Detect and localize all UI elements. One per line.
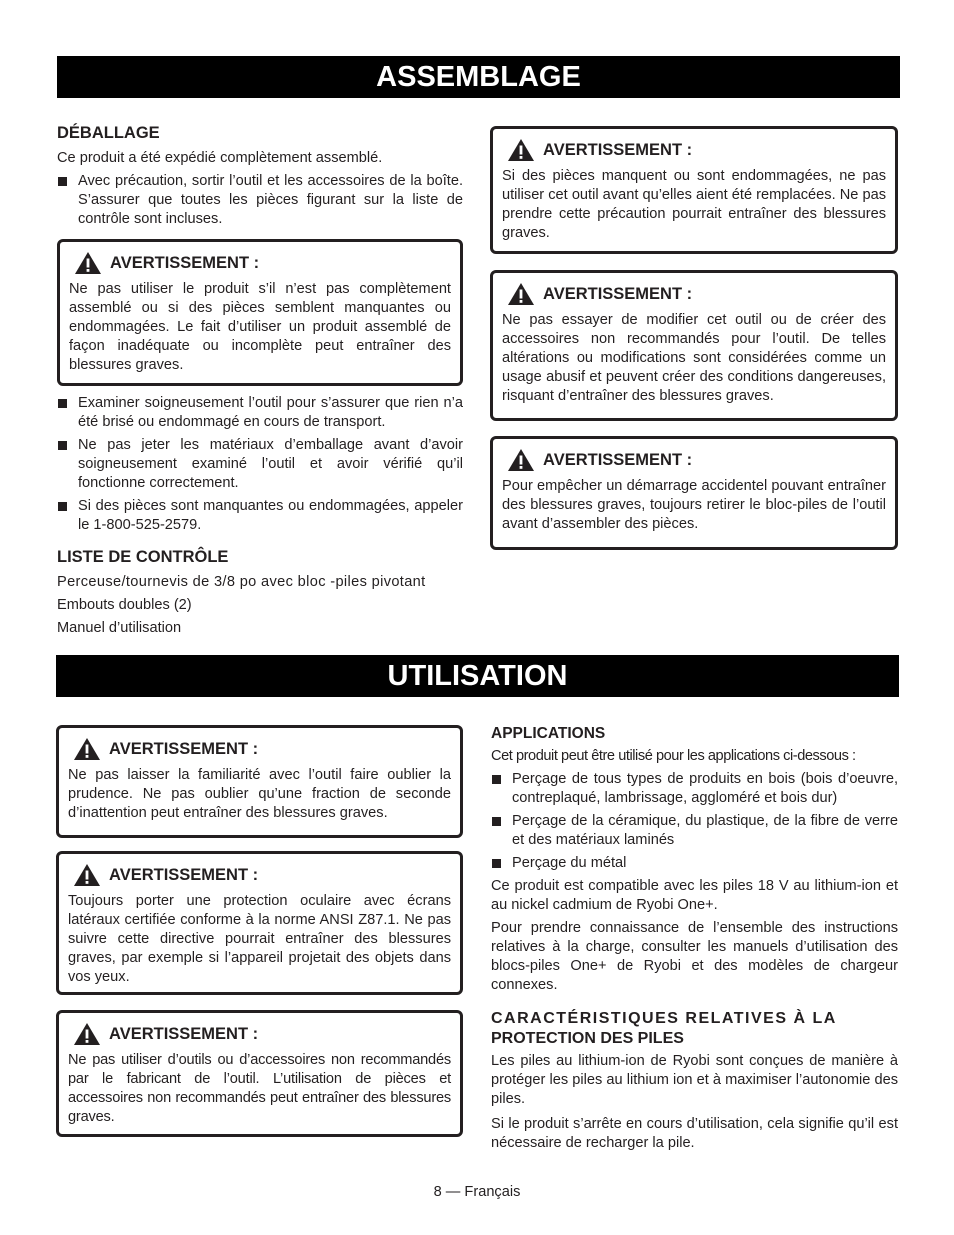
deballage-heading: DÉBALLAGE [57,124,160,142]
warning-title: AVERTISSEMENT : [543,450,693,469]
protection-heading-line-1: CARACTÉRISTIQUES RELATIVES À LA [491,1010,837,1027]
warning-title: AVERTISSEMENT : [543,284,693,303]
liste-section [57,547,467,640]
warning-box-5 [56,725,463,838]
list-item: Si des pièces sont manquantes ou endommagées, appeler le 1-800-525-2579. [57,497,463,535]
warning-text: Si des pièces manquent ou sont endommagées, ne pas utiliser cet outil avant qu’elles aient été remplacées. Ne pas prendre cette précaution pourrait entraîner des blessures graves. [502,168,886,241]
protection-para-1: Les piles au lithium-ion de Ryobi sont conçues de manière à protéger les piles au lithium ion et à maximiser l’autonomie des piles. [491,1053,898,1107]
warning-text: Ne pas essayer de modifier cet outil ou de créer des accessoires non recommandés pour l’outil. De telles altérations ou modifications sont considérées comme un usage abusif et peuvent créer des conditions dangereuses, risquant d’entraîner des blessures graves. [502,312,886,404]
deballage-section [57,123,463,229]
list-item: Manuel d’utilisation [57,620,182,636]
bullet-square-icon [492,817,501,826]
deballage-intro: Ce produit a été expédié complètement assemblé. [57,150,383,166]
applications-para-2: Pour prendre connaissance de l’ensemble des instructions relatives à la charge, consulter les manuels d’utilisation des blocs-piles One+ de Ryobi et des modèles de chargeur connexes. [491,920,898,993]
warning-text: Toujours porter une protection oculaire avec écrans latéraux certifiée conforme à la norme ANSI Z87.1. Ne pas suivre cette directive pourrait entraîner des blessures graves, par exemple si l’appareil projetait des objets dans vos yeux. [68,893,451,985]
warning-box-4 [490,436,898,550]
protection-section [491,1009,898,1153]
warning-triangle-icon [507,282,535,306]
list-item: Avec précaution, sortir l’outil et les accessoires de la boîte. S’assurer que toutes les pièces figurant sur la liste de contrôle sont incluses. [57,172,463,229]
protection-para-2: Si le produit s’arrête en cours d’utilisation, cela signifie qu’il est nécessaire de recharger la pile. [491,1116,898,1151]
warning-box-2 [490,126,898,254]
warning-triangle-icon [73,863,101,887]
deballage-bullets-2 [57,394,463,535]
warning-text: Ne pas utiliser le produit s’il n’est pas complètement assemblé ou si des pièces semblent manquantes ou endommagées. Le fait d’utiliser un produit assemblé de façon inadéquate ou incomplète peut entraîner des blessures graves. [69,281,451,373]
list-item: Examiner soigneusement l’outil pour s’assurer que rien n’a été brisé ou endommagé en cours de transport. [57,394,463,432]
applications-section [491,724,898,995]
list-item: Embouts doubles (2) [57,597,192,613]
bullet-square-icon [58,399,67,408]
warning-text: Pour empêcher un démarrage accidentel pouvant entraîner des blessures graves, toujours retirer le bloc-piles de l’outil avant d’assembler des pièces. [502,478,886,532]
bullet-square-icon [492,859,501,868]
applications-intro: Cet produit peut être utilisé pour les applications ci-dessous : [491,748,856,764]
warning-title: AVERTISSEMENT : [109,1024,259,1043]
warning-title: AVERTISSEMENT : [109,739,259,758]
bullet-square-icon [58,502,67,511]
liste-heading: LISTE DE CONTRÔLE [57,548,229,566]
warning-box-3 [490,270,898,421]
section-banner-utilisation: UTILISATION [56,655,899,697]
bullet-square-icon [58,441,67,450]
applications-para-1: Ce produit est compatible avec les piles 18 V au lithium-ion et au nickel cadmium de Ryobi One+. [491,878,898,913]
warning-title: AVERTISSEMENT : [543,140,693,159]
list-item: Perçage du métal [491,854,898,873]
list-item: Perçage de la céramique, du plastique, de la fibre de verre et des matériaux laminés [491,812,898,850]
warning-text: Ne pas utiliser d’outils ou d’accessoires non recommandés par le fabricant de l’outil. L’utilisation de pièces et accessoires non recommandés peut entraîner des blessures graves. [68,1052,451,1125]
warning-triangle-icon [74,251,102,275]
bullet-square-icon [58,177,67,186]
warning-triangle-icon [507,448,535,472]
warning-title: AVERTISSEMENT : [109,865,259,884]
warning-triangle-icon [73,1022,101,1046]
warning-box-1 [57,239,463,386]
applications-heading: APPLICATIONS [491,725,606,742]
protection-heading-line-2: PROTECTION DES PILES [491,1030,684,1047]
page-footer: 8 — Français [433,1184,521,1200]
list-item: Perçage de tous types de produits en bois (bois d’oeuvre, contreplaqué, lambrissage, aggloméré et bois dur) [491,770,898,808]
section-banner-assemblage: ASSEMBLAGE [57,56,900,98]
warning-box-6 [56,851,463,995]
list-item: Ne pas jeter les matériaux d’emballage avant d’avoir soigneusement examiné l’outil et avoir vérifié qu’il fonctionne correctement. [57,436,463,493]
warning-title: AVERTISSEMENT : [110,253,260,272]
list-item: Perceuse/tournevis de 3/8 po avec bloc -piles pivotant [57,574,426,590]
bullet-square-icon [492,775,501,784]
warning-box-7 [56,1010,463,1137]
warning-text: Ne pas laisser la familiarité avec l’outil faire oublier la prudence. Ne pas oublier qu’une fraction de seconde d’inattention peut entraîner des blessures graves. [68,767,451,821]
warning-triangle-icon [507,138,535,162]
warning-triangle-icon [73,737,101,761]
